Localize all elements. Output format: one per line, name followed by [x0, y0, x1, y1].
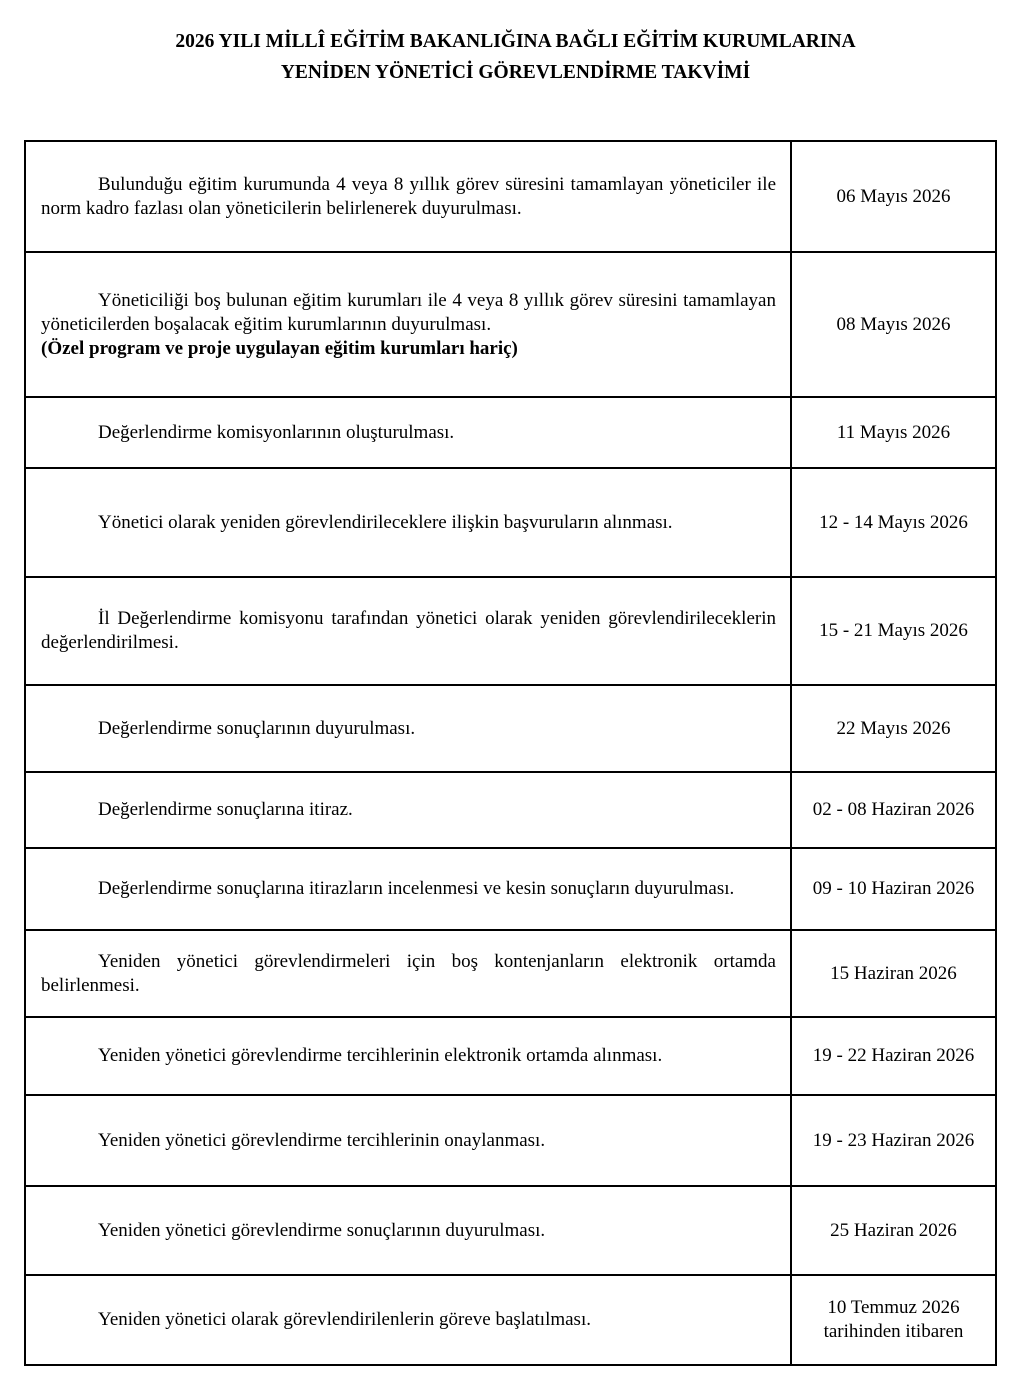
- schedule-description: Yeniden yönetici görevlendirmeleri için boş kontenjanların elektronik ortamda belirlenmesi.: [25, 930, 791, 1017]
- schedule-row: [25, 141, 996, 252]
- schedule-date: 12 - 14 Mayıs 2026: [791, 468, 996, 577]
- schedule-row: [25, 685, 996, 772]
- schedule-date: 02 - 08 Haziran 2026: [791, 772, 996, 848]
- schedule-date: 25 Haziran 2026: [791, 1186, 996, 1275]
- schedule-date: 19 - 22 Haziran 2026: [791, 1017, 996, 1095]
- schedule-note: (Özel program ve proje uygulayan eğitim kurumları hariç): [41, 337, 518, 359]
- schedule-description: Bulunduğu eğitim kurumunda 4 veya 8 yıllık görev süresini tamamlayan yöneticiler ile norm kadro fazlası olan yöneticilerin belirlenerek duyurulması.: [25, 141, 791, 252]
- schedule-date: 06 Mayıs 2026: [791, 141, 996, 252]
- schedule-date: 22 Mayıs 2026: [791, 685, 996, 772]
- schedule-row: [25, 397, 996, 468]
- schedule-date: 09 - 10 Haziran 2026: [791, 848, 996, 930]
- schedule-description: Yeniden yönetici görevlendirme tercihlerinin onaylanması.: [25, 1095, 791, 1186]
- schedule-date: 15 Haziran 2026: [791, 930, 996, 1017]
- schedule-date-line-2: tarihinden itibaren: [823, 1321, 964, 1342]
- schedule-date-line-1: 10 Temmuz 2026: [827, 1297, 960, 1318]
- schedule-row: [25, 930, 996, 1017]
- title-line-2: YENİDEN YÖNETİCİ GÖREVLENDİRME TAKVİMİ: [280, 62, 751, 83]
- schedule-date: 19 - 23 Haziran 2026: [791, 1095, 996, 1186]
- document-title: [0, 26, 1031, 88]
- schedule-row: [25, 772, 996, 848]
- schedule-description: Yöneticiliği boş bulunan eğitim kurumları ile 4 veya 8 yıllık görev süresini tamamlayan yöneticilerden boşalacak eğitim kurumlarının duyurulması. (Özel program ve proje uygulayan eğitim kurumları hariç): [25, 252, 791, 397]
- schedule-row: [25, 468, 996, 577]
- schedule-row: [25, 848, 996, 930]
- schedule-description: İl Değerlendirme komisyonu tarafından yönetici olarak yeniden görevlendirileceklerin değerlendirilmesi.: [25, 577, 791, 685]
- schedule-row: [25, 577, 996, 685]
- schedule-row: [25, 1017, 996, 1095]
- schedule-date: 11 Mayıs 2026: [791, 397, 996, 468]
- schedule-description: Yeniden yönetici görevlendirme tercihlerinin elektronik ortamda alınması.: [25, 1017, 791, 1095]
- schedule-description: Değerlendirme sonuçlarına itirazların incelenmesi ve kesin sonuçların duyurulması.: [25, 848, 791, 930]
- schedule-row: [25, 1186, 996, 1275]
- schedule-description: Değerlendirme sonuçlarına itiraz.: [25, 772, 791, 848]
- schedule-row: [25, 1275, 996, 1365]
- schedule-row: [25, 1095, 996, 1186]
- schedule-description: Yeniden yönetici olarak görevlendirilenlerin göreve başlatılması.: [25, 1275, 791, 1365]
- schedule-date: 15 - 21 Mayıs 2026: [791, 577, 996, 685]
- schedule-description: Değerlendirme komisyonlarının oluşturulması.: [25, 397, 791, 468]
- schedule-table: [24, 140, 997, 1366]
- schedule-description: Yönetici olarak yeniden görevlendirileceklere ilişkin başvuruların alınması.: [25, 468, 791, 577]
- schedule-description: Değerlendirme sonuçlarının duyurulması.: [25, 685, 791, 772]
- schedule-date: 08 Mayıs 2026: [791, 252, 996, 397]
- schedule-row: [25, 252, 996, 397]
- schedule-date: [791, 1275, 996, 1365]
- title-line-1: 2026 YILI MİLLÎ EĞİTİM BAKANLIĞINA BAĞLI EĞİTİM KURUMLARINA: [175, 31, 856, 52]
- schedule-description: Yeniden yönetici görevlendirme sonuçlarının duyurulması.: [25, 1186, 791, 1275]
